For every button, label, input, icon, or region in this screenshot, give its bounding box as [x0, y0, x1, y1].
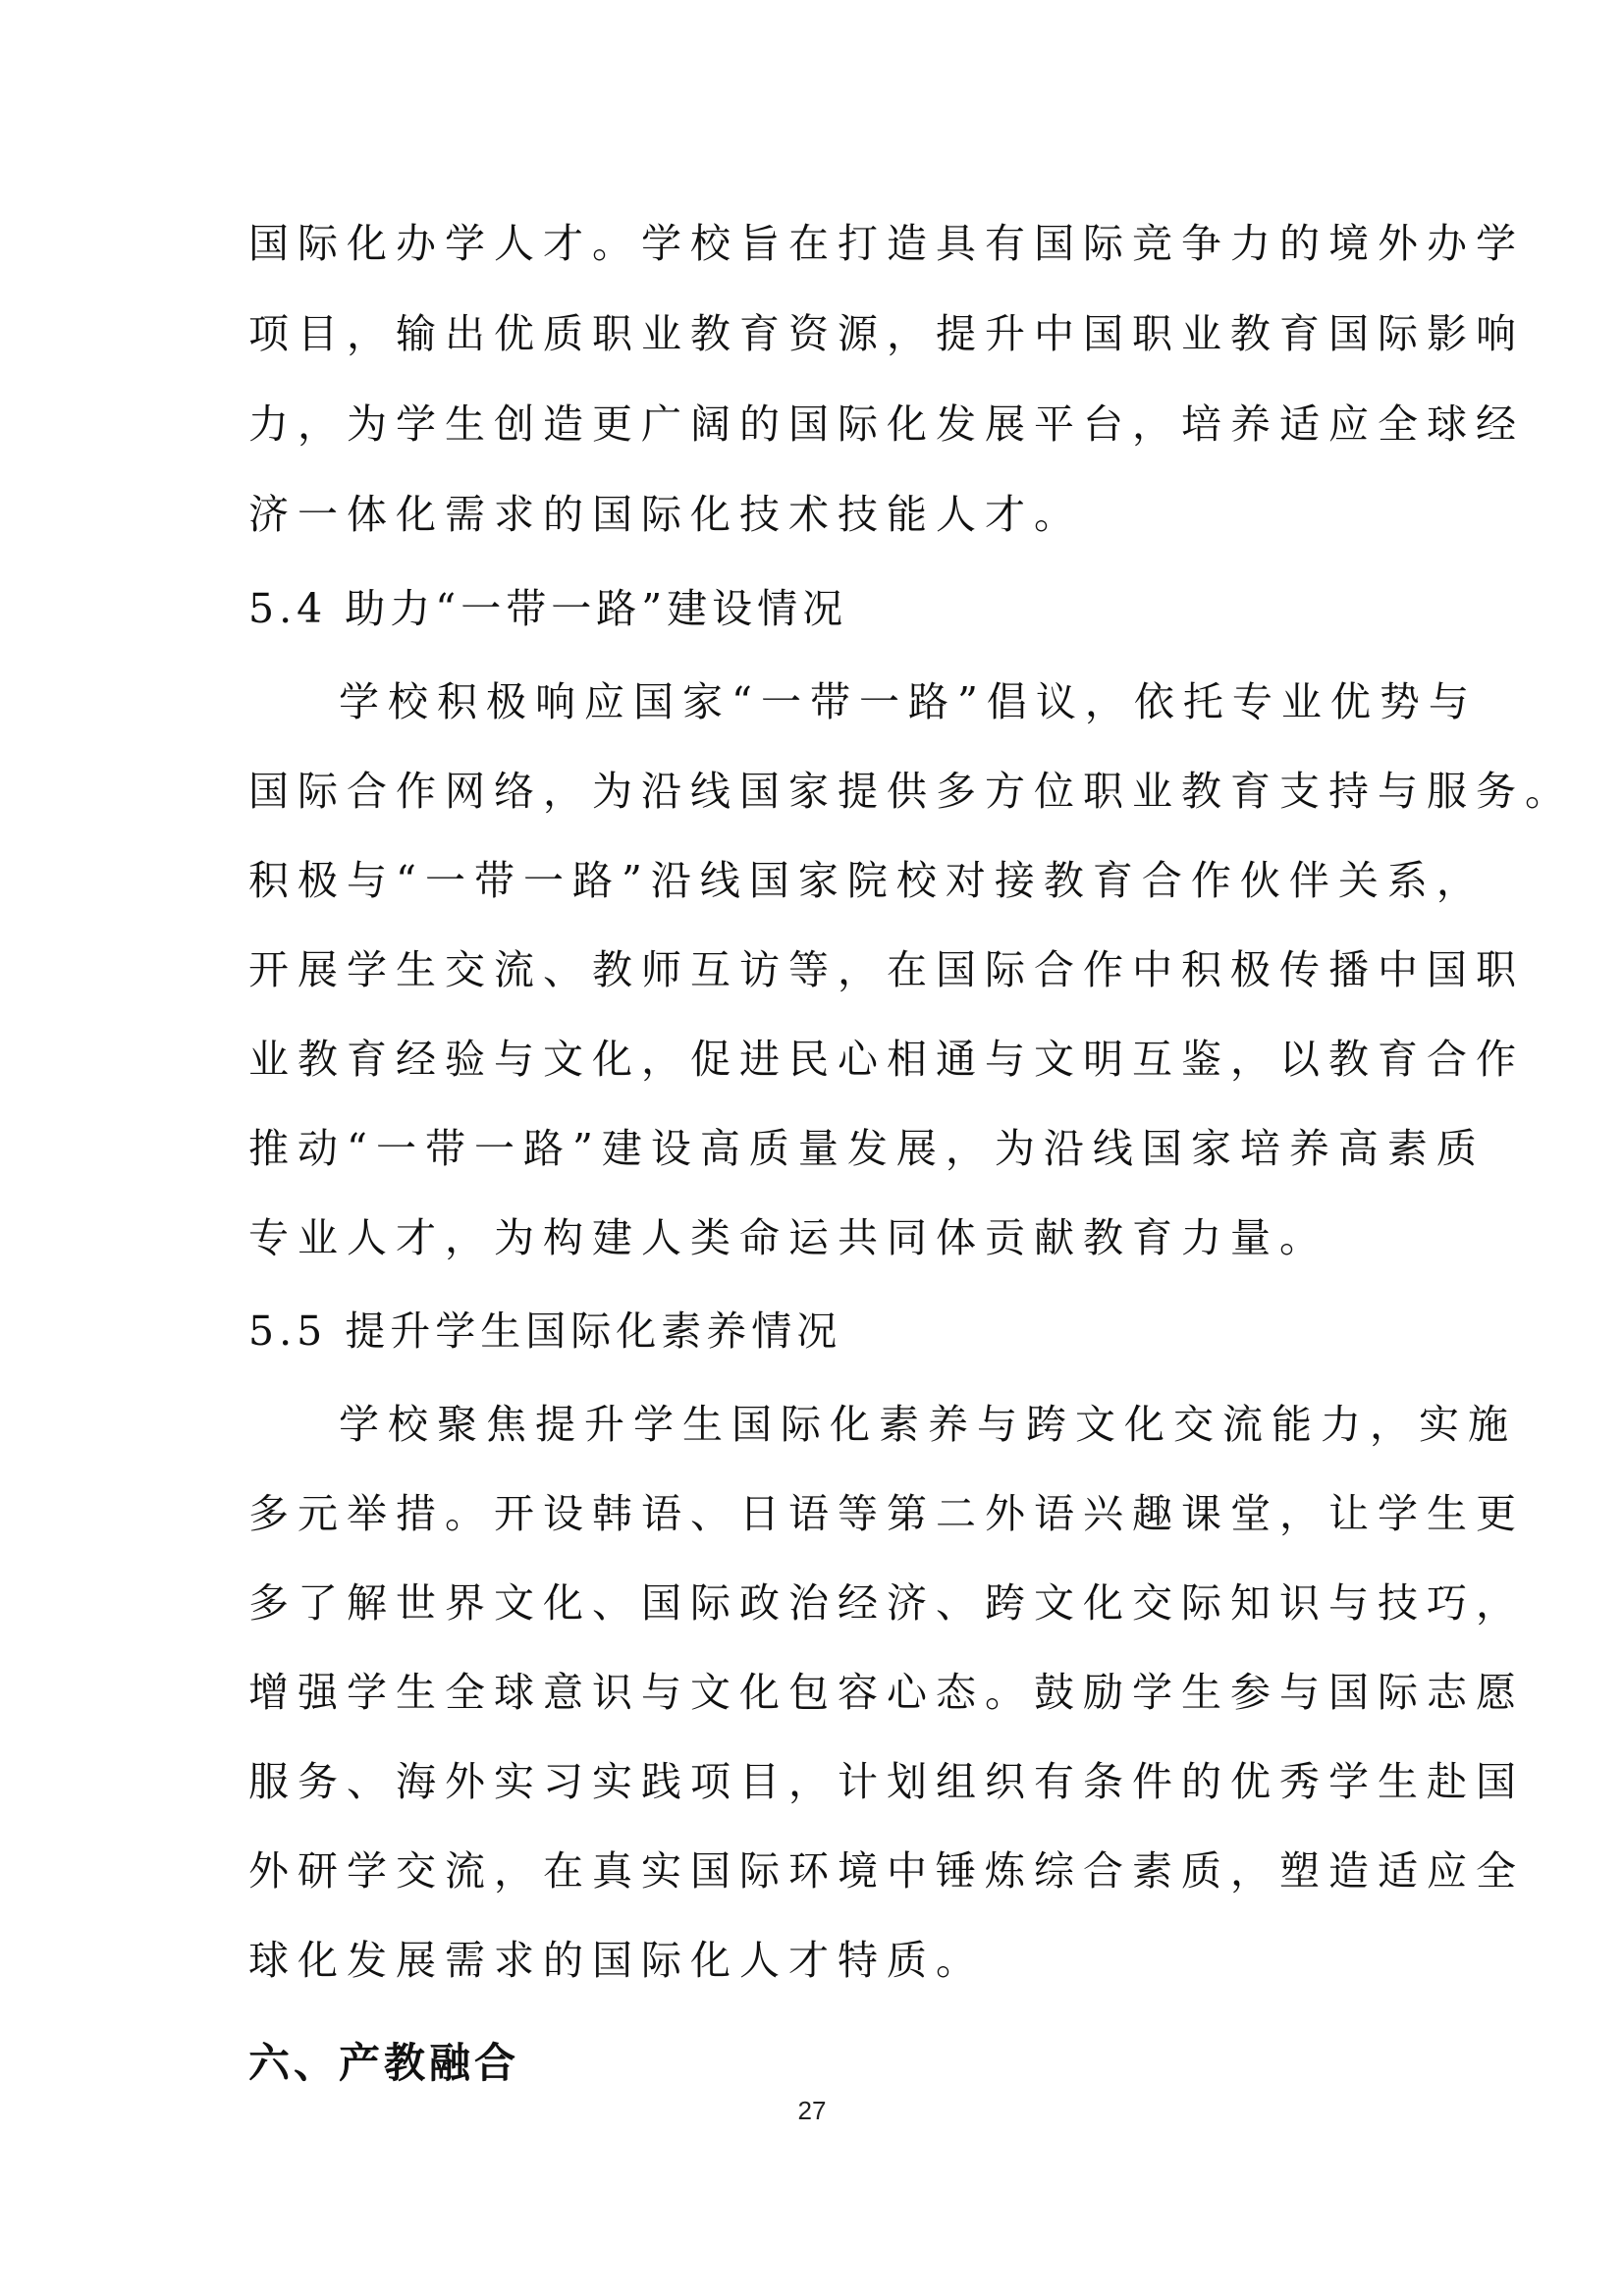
body-line: 多元举措。开设韩语、日语等第二外语兴趣课堂，让学生更 [248, 1490, 1525, 1537]
body-line: 推动“一带一路”建设高质量发展，为沿线国家培养高素质 [248, 1125, 1486, 1172]
body-line: 业教育经验与文化，促进民心相通与文明互鉴，以教育合作 [248, 1036, 1525, 1083]
body-line: 多了解世界文化、国际政治经济、跨文化交际知识与技巧， [248, 1579, 1525, 1627]
body-line: 国际化办学人才。学校旨在打造具有国际竞争力的境外办学 [248, 220, 1525, 267]
body-line: 专业人才，为构建人类命运共同体贡献教育力量。 [248, 1214, 1328, 1261]
body-line: 球化发展需求的国际化人才特质。 [248, 1937, 985, 1984]
body-line: 积极与“一带一路”沿线国家院校对接教育合作伙伴关系， [248, 857, 1486, 904]
chapter-heading-text: 六、产教融合 [248, 2039, 520, 2087]
body-line: 学校聚焦提升学生国际化素养与跨文化交流能力，实施 [339, 1401, 1517, 1448]
body-line: 力，为学生创造更广阔的国际化发展平台，培养适应全球经 [248, 400, 1525, 448]
body-line: 国际合作网络，为沿线国家提供多方位职业教育支持与服务。 [248, 768, 1574, 815]
body-line: 外研学交流，在真实国际环境中锤炼综合素质，塑造适应全 [248, 1847, 1525, 1895]
chapter-heading-6 [248, 2034, 1387, 2093]
body-line: 学校积极响应国家“一带一路”倡议，依托专业优势与 [339, 678, 1478, 725]
body-line: 服务、海外实习实践项目，计划组织有条件的优秀学生赴国 [248, 1758, 1525, 1805]
section-heading-5-5: 5.5 提升学生国际化素养情况 [248, 1308, 842, 1355]
body-line: 增强学生全球意识与文化包容心态。鼓励学生参与国际志愿 [248, 1669, 1525, 1716]
page-number: 27 [797, 2096, 827, 2125]
body-line: 济一体化需求的国际化技术技能人才。 [248, 491, 1083, 538]
body-line: 开展学生交流、教师互访等，在国际合作中积极传播中国职 [248, 946, 1525, 993]
body-line: 项目，输出优质职业教育资源，提升中国职业教育国际影响 [248, 310, 1525, 357]
section-heading-5-4: 5.4 助力“一带一路”建设情况 [248, 585, 848, 632]
